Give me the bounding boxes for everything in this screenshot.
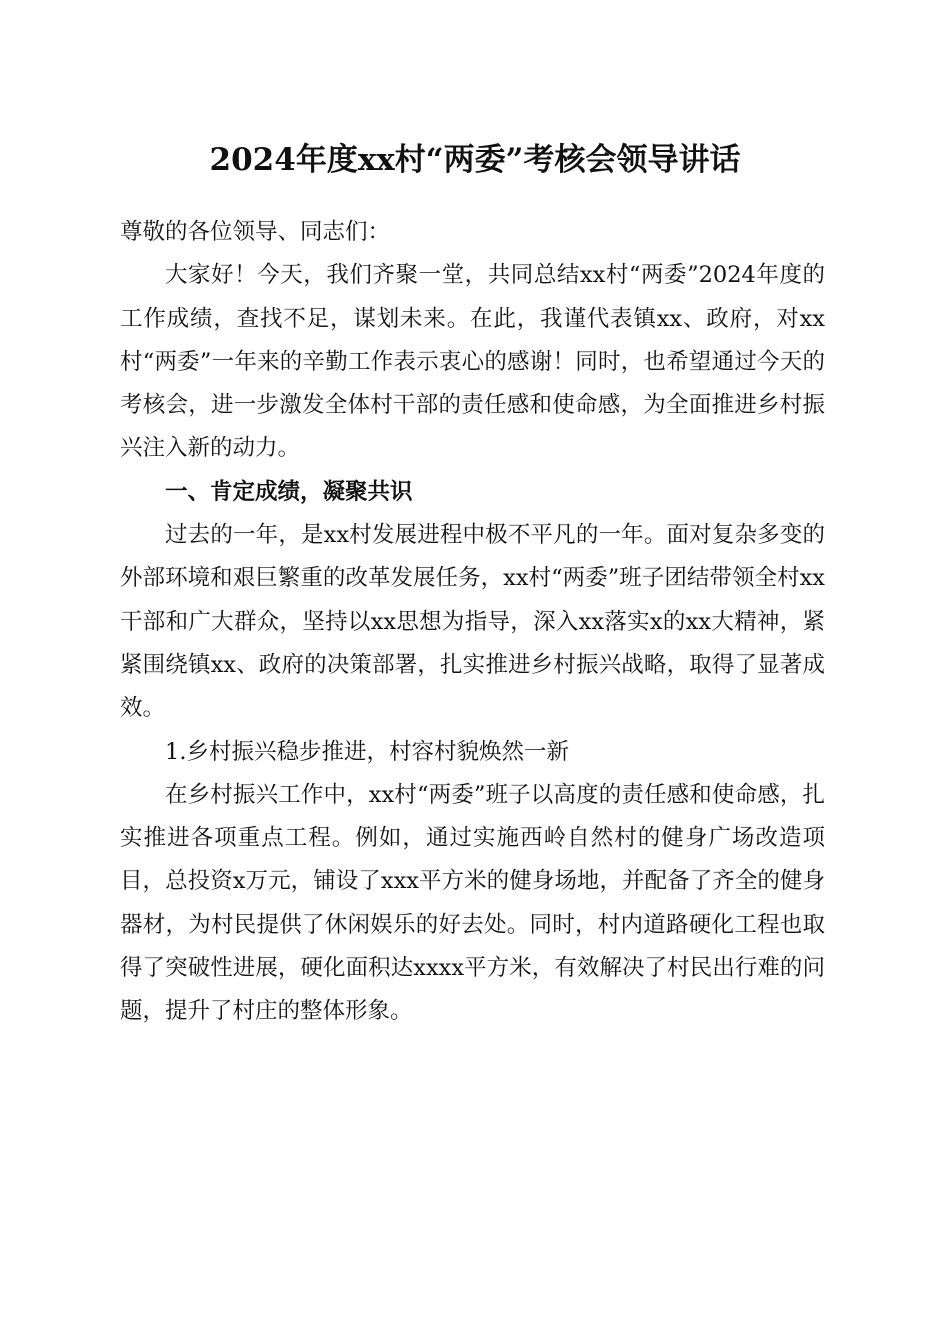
document-body [120, 211, 825, 1034]
opening-paragraph: 大家好！今天，我们齐聚一堂，共同总结xx村“两委”2024年度的工作成绩，查找不足，谋划未来。在此，我谨代表镇xx、政府，对xx村“两委”一年来的辛勤工作表示衷心的感谢！同时，也希望通过今天的考核会，进一步激发全体村干部的责任感和使命感，为全面推进乡村振兴注入新的动力。 [120, 262, 825, 462]
section-1-heading: 一、肯定成绩，凝聚共识 [165, 478, 413, 505]
document-title: 2024年度xx村“两委”考核会领导讲话 [209, 142, 741, 178]
subsection-1-paragraph: 在乡村振兴工作中，xx村“两委”班子以高度的责任感和使命感，扎实推进各项重点工程。例如，通过实施西岭自然村的健身广场改造项目，总投资x万元，铺设了xxx平方米的健身场地，并配备了齐全的健身器材，为村民提供了休闲娱乐的好去处。同时，村内道路硬化工程也取得了突破性进展，硬化面积达xxxx平方米，有效解决了村民出行难的问题，提升了村庄的整体形象。 [120, 781, 825, 1025]
section-1-paragraph: 过去的一年，是xx村发展进程中极不平凡的一年。面对复杂多变的外部环境和艰巨繁重的改革发展任务，xx村“两委”班子团结带领全村xx干部和广大群众，坚持以xx思想为指导，深入xx落实x的xx大精神，紧紧围绕镇xx、政府的决策部署，扎实推进乡村振兴战略，取得了显著成效。 [120, 522, 825, 722]
salutation: 尊敬的各位领导、同志们： [120, 219, 391, 245]
subsection-1-heading: 1.乡村振兴稳步推进，村容村貌焕然一新 [165, 738, 569, 765]
